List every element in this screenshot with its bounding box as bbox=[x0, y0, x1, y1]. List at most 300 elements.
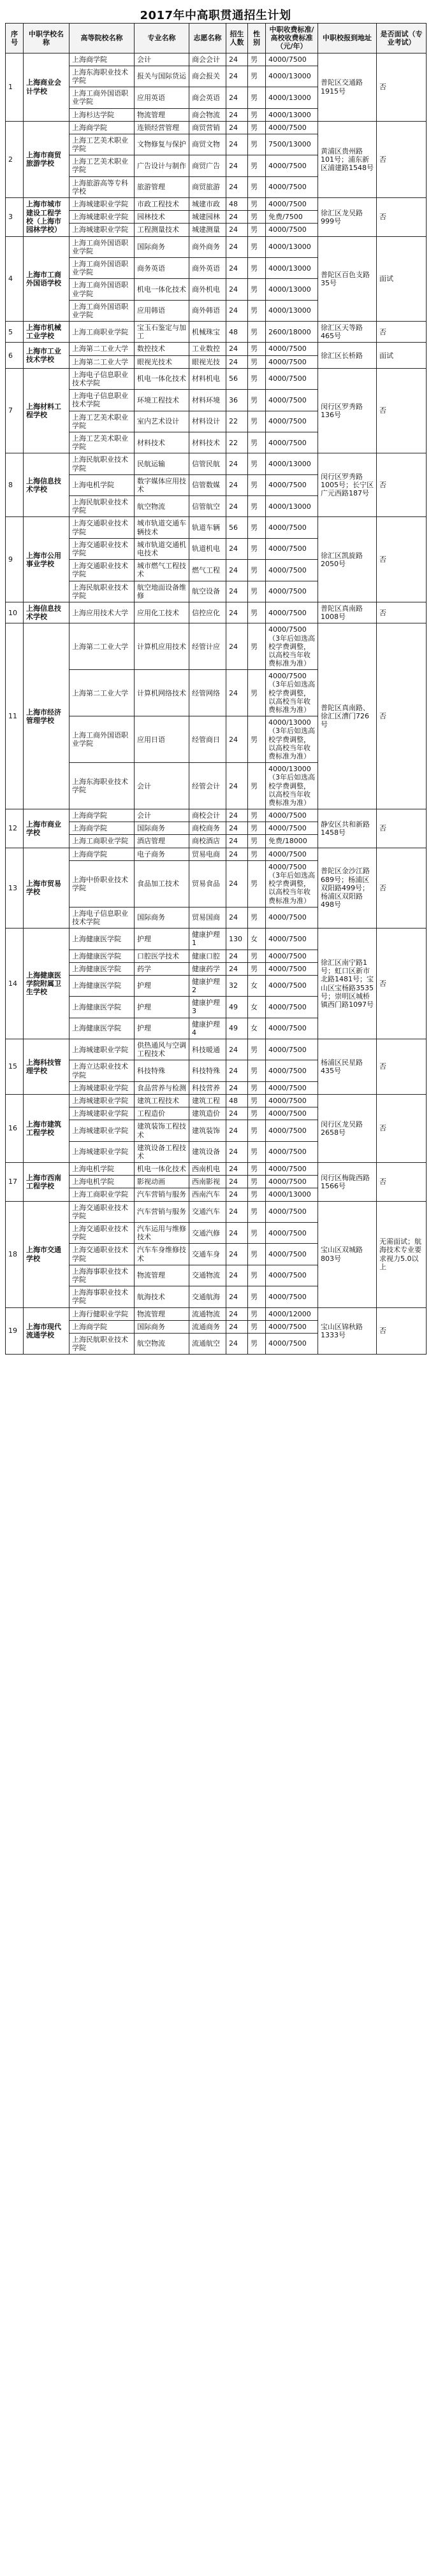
count-cell: 24 bbox=[226, 1333, 248, 1354]
fee-cell: 4000/7500 bbox=[266, 997, 318, 1018]
count-cell: 24 bbox=[226, 950, 248, 962]
count-cell: 24 bbox=[226, 822, 248, 835]
college-cell: 上海电机学院 bbox=[69, 1163, 135, 1176]
fee-cell: 4000/7500 bbox=[266, 1333, 318, 1354]
count-cell: 24 bbox=[226, 496, 248, 517]
volunteer-cell: 燃气工程 bbox=[189, 560, 226, 581]
college-cell: 上海城建职业学院 bbox=[69, 1120, 135, 1141]
college-cell: 上海电机学院 bbox=[69, 1176, 135, 1188]
gender-cell: 男 bbox=[248, 1201, 266, 1222]
fee-cell: 免费/7500 bbox=[266, 211, 318, 224]
interview-cell: 无需面试；航海技术专业要求视力5.0以上 bbox=[377, 1201, 427, 1307]
major-cell: 报关与国际货运 bbox=[135, 66, 189, 87]
row-number-cell: 13 bbox=[6, 848, 24, 929]
row-number-cell: 18 bbox=[6, 1201, 24, 1307]
interview-cell: 否 bbox=[377, 53, 427, 121]
major-cell: 汽车营销与服务 bbox=[135, 1188, 189, 1201]
gender-cell: 男 bbox=[248, 1265, 266, 1286]
college-cell: 上海工商职业学院 bbox=[69, 835, 135, 848]
count-cell: 24 bbox=[226, 1265, 248, 1286]
major-cell: 酒店管理 bbox=[135, 835, 189, 848]
college-cell: 上海第二工业大学 bbox=[69, 623, 135, 670]
fee-cell: 2600/18000 bbox=[266, 322, 318, 343]
count-cell: 48 bbox=[226, 198, 248, 211]
college-cell: 上海商学院 bbox=[69, 809, 135, 822]
major-cell: 汽车运用与维修技术 bbox=[135, 1223, 189, 1244]
fee-cell: 4000/13000（3年后如选高校学费调整，以高校当年收费标准为准） bbox=[266, 763, 318, 809]
college-cell: 上海杉达学院 bbox=[69, 108, 135, 121]
gender-cell: 男 bbox=[248, 257, 266, 278]
volunteer-cell: 交通汽车 bbox=[189, 1201, 226, 1222]
gender-cell: 男 bbox=[248, 198, 266, 211]
college-cell: 上海民航职业技术学院 bbox=[69, 581, 135, 602]
table-row bbox=[6, 198, 427, 211]
address-cell: 徐汇区南宁路1号；虹口区新市北路1481号；宝山区宝杨路3535号；崇明区城桥镇西门路1097号 bbox=[318, 929, 377, 1039]
major-cell: 航空物流 bbox=[135, 496, 189, 517]
college-cell: 上海城建职业学院 bbox=[69, 1141, 135, 1162]
fee-cell: 4000/7500（3年后如选高校学费调整，以高校当年收费标准为准） bbox=[266, 860, 318, 907]
table-row bbox=[6, 1094, 427, 1107]
college-cell: 上海应用技术大学 bbox=[69, 602, 135, 623]
college-cell: 上海健康医学院 bbox=[69, 997, 135, 1018]
fee-cell: 4000/13000 bbox=[266, 66, 318, 87]
college-cell: 上海工商外国语职业学院 bbox=[69, 279, 135, 300]
fee-cell: 4000/13000 bbox=[266, 279, 318, 300]
fee-cell: 4000/13000 bbox=[266, 300, 318, 321]
gender-cell: 男 bbox=[248, 1223, 266, 1244]
volunteer-cell: 健康药学 bbox=[189, 962, 226, 975]
count-cell: 24 bbox=[226, 1163, 248, 1176]
count-cell: 24 bbox=[226, 670, 248, 716]
major-cell: 应用英语 bbox=[135, 87, 189, 108]
gender-cell: 男 bbox=[248, 602, 266, 623]
interview-cell: 面试 bbox=[377, 343, 427, 368]
gender-cell: 男 bbox=[248, 355, 266, 368]
major-cell: 护理 bbox=[135, 975, 189, 996]
count-cell: 24 bbox=[226, 176, 248, 197]
count-cell: 24 bbox=[226, 1223, 248, 1244]
count-cell: 24 bbox=[226, 602, 248, 623]
header-interview: 是否面试（专业考试） bbox=[377, 24, 427, 53]
major-cell: 应用化工技术 bbox=[135, 602, 189, 623]
gender-cell: 男 bbox=[248, 1039, 266, 1060]
fee-cell: 4000/7500 bbox=[266, 1141, 318, 1162]
gender-cell: 男 bbox=[248, 66, 266, 87]
count-cell: 24 bbox=[226, 962, 248, 975]
interview-cell: 否 bbox=[377, 929, 427, 1039]
gender-cell: 男 bbox=[248, 87, 266, 108]
major-cell: 宝玉石鉴定与加工 bbox=[135, 322, 189, 343]
fee-cell: 4000/13000 bbox=[266, 108, 318, 121]
row-number-cell: 4 bbox=[6, 236, 24, 322]
gender-cell: 男 bbox=[248, 1188, 266, 1201]
gender-cell: 男 bbox=[248, 716, 266, 763]
college-cell: 上海民航职业技术学院 bbox=[69, 453, 135, 474]
major-cell: 建筑设备工程技术 bbox=[135, 1141, 189, 1162]
volunteer-cell: 材料技术 bbox=[189, 432, 226, 453]
fee-cell: 4000/7500 bbox=[266, 1039, 318, 1060]
gender-cell: 男 bbox=[248, 53, 266, 66]
fee-cell: 4000/7500 bbox=[266, 121, 318, 134]
volunteer-cell: 材料机电 bbox=[189, 368, 226, 389]
major-cell: 旅游管理 bbox=[135, 176, 189, 197]
gender-cell: 男 bbox=[248, 121, 266, 134]
table-row bbox=[6, 453, 427, 474]
count-cell: 24 bbox=[226, 53, 248, 66]
school-name-cell: 上海市商业学校 bbox=[24, 809, 69, 848]
volunteer-cell: 西南机电 bbox=[189, 1163, 226, 1176]
major-cell: 工程测量技术 bbox=[135, 224, 189, 236]
volunteer-cell: 眼视光技 bbox=[189, 355, 226, 368]
college-cell: 上海健康医学院 bbox=[69, 962, 135, 975]
interview-cell: 否 bbox=[377, 623, 427, 809]
gender-cell: 男 bbox=[248, 809, 266, 822]
fee-cell: 4000/7500 bbox=[266, 1060, 318, 1081]
fee-cell: 4000/7500 bbox=[266, 1244, 318, 1265]
volunteer-cell: 商外商务 bbox=[189, 236, 226, 257]
fee-cell: 4000/7500 bbox=[266, 1120, 318, 1141]
college-cell: 上海旅游高等专科学校 bbox=[69, 176, 135, 197]
table-row bbox=[6, 809, 427, 822]
volunteer-cell: 轨道机电 bbox=[189, 538, 226, 559]
school-name-cell: 上海市现代流通学校 bbox=[24, 1307, 69, 1355]
college-cell: 上海交通职业技术学院 bbox=[69, 560, 135, 581]
major-cell: 城市轨道交通车辆技术 bbox=[135, 517, 189, 538]
count-cell: 24 bbox=[226, 355, 248, 368]
address-cell: 徐汇区凯旋路2050号 bbox=[318, 517, 377, 602]
college-cell: 上海第二工业大学 bbox=[69, 355, 135, 368]
gender-cell: 男 bbox=[248, 390, 266, 411]
fee-cell: 4000/7500 bbox=[266, 343, 318, 355]
major-cell: 国际商务 bbox=[135, 1320, 189, 1333]
college-cell: 上海健康医学院 bbox=[69, 1018, 135, 1039]
fee-cell: 4000/7500 bbox=[266, 517, 318, 538]
gender-cell: 男 bbox=[248, 368, 266, 389]
fee-cell: 4000/7500 bbox=[266, 1081, 318, 1094]
row-number-cell: 3 bbox=[6, 198, 24, 237]
college-cell: 上海交通职业技术学院 bbox=[69, 1201, 135, 1222]
college-cell: 上海电子信息职业技术学院 bbox=[69, 368, 135, 389]
major-cell: 护理 bbox=[135, 997, 189, 1018]
fee-cell: 7500/13000 bbox=[266, 134, 318, 155]
college-cell: 上海电子信息职业技术学院 bbox=[69, 907, 135, 928]
fee-cell: 4000/13000（3年后如选高校学费调整，以高校当年收费标准为准） bbox=[266, 716, 318, 763]
fee-cell: 4000/13000 bbox=[266, 496, 318, 517]
volunteer-cell: 商贸广告 bbox=[189, 155, 226, 176]
college-cell: 上海工艺美术职业学院 bbox=[69, 432, 135, 453]
count-cell: 24 bbox=[226, 907, 248, 928]
major-cell: 供热通风与空调工程技术 bbox=[135, 1039, 189, 1060]
school-name-cell: 上海市交通学校 bbox=[24, 1201, 69, 1307]
volunteer-cell: 城建测量 bbox=[189, 224, 226, 236]
volunteer-cell: 交通汽修 bbox=[189, 1223, 226, 1244]
fee-cell: 4000/13000 bbox=[266, 1188, 318, 1201]
fee-cell: 4000/13000 bbox=[266, 257, 318, 278]
fee-cell: 4000/12000 bbox=[266, 1307, 318, 1320]
fee-cell: 4000/7500 bbox=[266, 1163, 318, 1176]
count-cell: 24 bbox=[226, 108, 248, 121]
volunteer-cell: 商校会计 bbox=[189, 809, 226, 822]
gender-cell: 男 bbox=[248, 822, 266, 835]
count-cell: 24 bbox=[226, 155, 248, 176]
volunteer-cell: 流通航空 bbox=[189, 1333, 226, 1354]
major-cell: 物流管理 bbox=[135, 1307, 189, 1320]
gender-cell: 男 bbox=[248, 962, 266, 975]
volunteer-cell: 贸易电商 bbox=[189, 848, 226, 860]
major-cell: 建筑工程技术 bbox=[135, 1094, 189, 1107]
gender-cell: 男 bbox=[248, 560, 266, 581]
gender-cell: 男 bbox=[248, 155, 266, 176]
college-cell: 上海东海职业技术学院 bbox=[69, 66, 135, 87]
fee-cell: 4000/7500 bbox=[266, 176, 318, 197]
count-cell: 24 bbox=[226, 1307, 248, 1320]
volunteer-cell: 商外韩语 bbox=[189, 300, 226, 321]
college-cell: 上海行健职业学院 bbox=[69, 1307, 135, 1320]
table-row bbox=[6, 322, 427, 343]
major-cell: 航海技术 bbox=[135, 1286, 189, 1307]
address-cell: 闵行区龙吴路2658号 bbox=[318, 1094, 377, 1162]
count-cell: 24 bbox=[226, 279, 248, 300]
fee-cell: 4000/7500 bbox=[266, 1265, 318, 1286]
college-cell: 上海民航职业技术学院 bbox=[69, 496, 135, 517]
major-cell: 应用日语 bbox=[135, 716, 189, 763]
count-cell: 24 bbox=[226, 1120, 248, 1141]
volunteer-cell: 健康护理4 bbox=[189, 1018, 226, 1039]
gender-cell: 男 bbox=[248, 623, 266, 670]
count-cell: 24 bbox=[226, 224, 248, 236]
row-number-cell: 5 bbox=[6, 322, 24, 343]
table-row bbox=[6, 1307, 427, 1320]
address-cell: 宝山区双城路803号 bbox=[318, 1201, 377, 1307]
college-cell: 上海城建职业学院 bbox=[69, 1107, 135, 1120]
volunteer-cell: 健康护理1 bbox=[189, 929, 226, 950]
table-row bbox=[6, 236, 427, 257]
college-cell: 上海城建职业学院 bbox=[69, 211, 135, 224]
enrollment-plan-table bbox=[5, 23, 427, 1355]
major-cell: 护理 bbox=[135, 1018, 189, 1039]
gender-cell: 男 bbox=[248, 1320, 266, 1333]
count-cell: 24 bbox=[226, 453, 248, 474]
major-cell: 汽车车身维修技术 bbox=[135, 1244, 189, 1265]
count-cell: 24 bbox=[226, 66, 248, 87]
school-name-cell: 上海市城市建设工程学校（上海市园林学校） bbox=[24, 198, 69, 237]
page-title: 2017年中高职贯通招生计划 bbox=[140, 9, 291, 22]
gender-cell: 男 bbox=[248, 411, 266, 432]
volunteer-cell: 商贸文物 bbox=[189, 134, 226, 155]
count-cell: 24 bbox=[226, 809, 248, 822]
fee-cell: 4000/7500 bbox=[266, 224, 318, 236]
fee-cell: 4000/7500 bbox=[266, 53, 318, 66]
major-cell: 电子商务 bbox=[135, 848, 189, 860]
gender-cell: 男 bbox=[248, 1107, 266, 1120]
interview-cell: 否 bbox=[377, 198, 427, 237]
gender-cell: 男 bbox=[248, 1244, 266, 1265]
school-name-cell: 上海健康医学院附属卫生学校 bbox=[24, 929, 69, 1039]
fee-cell: 4000/7500 bbox=[266, 822, 318, 835]
major-cell: 会计 bbox=[135, 53, 189, 66]
count-cell: 24 bbox=[226, 835, 248, 848]
volunteer-cell: 商贸营销 bbox=[189, 121, 226, 134]
fee-cell: 4000/7500（3年后如选高校学费调整，以高校当年收费标准为准） bbox=[266, 623, 318, 670]
table-row bbox=[6, 517, 427, 538]
major-cell: 数字媒体应用技术 bbox=[135, 474, 189, 495]
college-cell: 上海工商外国语职业学院 bbox=[69, 257, 135, 278]
major-cell: 物流管理 bbox=[135, 108, 189, 121]
volunteer-cell: 交通车身 bbox=[189, 1244, 226, 1265]
volunteer-cell: 经管网络 bbox=[189, 670, 226, 716]
gender-cell: 男 bbox=[248, 835, 266, 848]
fee-cell: 4000/7500 bbox=[266, 355, 318, 368]
major-cell: 材料技术 bbox=[135, 432, 189, 453]
volunteer-cell: 材料设计 bbox=[189, 411, 226, 432]
gender-cell: 男 bbox=[248, 474, 266, 495]
volunteer-cell: 商校酒店 bbox=[189, 835, 226, 848]
college-cell: 上海城建职业学院 bbox=[69, 198, 135, 211]
count-cell: 24 bbox=[226, 211, 248, 224]
address-cell: 普陀区真南路、徐汇区漕门726号 bbox=[318, 623, 377, 809]
volunteer-cell: 交通物流 bbox=[189, 1265, 226, 1286]
address-cell: 徐汇区天等路465号 bbox=[318, 322, 377, 343]
address-cell: 闵行区罗秀路1005号；长宁区广元西路187号 bbox=[318, 453, 377, 517]
major-cell: 计算机网络技术 bbox=[135, 670, 189, 716]
volunteer-cell: 信管民航 bbox=[189, 453, 226, 474]
count-cell: 24 bbox=[226, 716, 248, 763]
volunteer-cell: 流通商务 bbox=[189, 1320, 226, 1333]
major-cell: 航空物流 bbox=[135, 1333, 189, 1354]
interview-cell: 否 bbox=[377, 322, 427, 343]
college-cell: 上海商学院 bbox=[69, 1320, 135, 1333]
school-name-cell: 上海市商贸旅游学校 bbox=[24, 121, 69, 197]
school-name-cell: 上海材料工程学校 bbox=[24, 368, 69, 453]
fee-cell: 4000/7500 bbox=[266, 848, 318, 860]
volunteer-cell: 建筑设备 bbox=[189, 1141, 226, 1162]
college-cell: 上海电子信息职业技术学院 bbox=[69, 390, 135, 411]
count-cell: 24 bbox=[226, 236, 248, 257]
major-cell: 物流管理 bbox=[135, 1265, 189, 1286]
volunteer-cell: 轨道车辆 bbox=[189, 517, 226, 538]
fee-cell: 4000/7500 bbox=[266, 198, 318, 211]
count-cell: 56 bbox=[226, 517, 248, 538]
major-cell: 会计 bbox=[135, 763, 189, 809]
count-cell: 24 bbox=[226, 474, 248, 495]
volunteer-cell: 科技暖通 bbox=[189, 1039, 226, 1060]
major-cell: 建筑装饰工程技术 bbox=[135, 1120, 189, 1141]
volunteer-cell: 经管会计 bbox=[189, 763, 226, 809]
college-cell: 上海交通职业技术学院 bbox=[69, 1244, 135, 1265]
count-cell: 48 bbox=[226, 1094, 248, 1107]
address-cell: 普陀区金沙江路689号；杨浦区双阳路499号；杨浦区双阳路498号 bbox=[318, 848, 377, 929]
gender-cell: 男 bbox=[248, 1094, 266, 1107]
gender-cell: 男 bbox=[248, 670, 266, 716]
address-cell: 杨浦区民星路435号 bbox=[318, 1039, 377, 1095]
college-cell: 上海工商外国语职业学院 bbox=[69, 716, 135, 763]
major-cell: 国际商务 bbox=[135, 236, 189, 257]
row-number-cell: 6 bbox=[6, 343, 24, 368]
address-cell: 黄浦区贵州路101号；浦东新区浦建路1548号 bbox=[318, 121, 377, 197]
fee-cell: 4000/7500 bbox=[266, 1320, 318, 1333]
gender-cell: 男 bbox=[248, 517, 266, 538]
major-cell: 广告设计与制作 bbox=[135, 155, 189, 176]
gender-cell: 男 bbox=[248, 1060, 266, 1081]
major-cell: 环境工程技术 bbox=[135, 390, 189, 411]
major-cell: 国际商务 bbox=[135, 907, 189, 928]
volunteer-cell: 航空设备 bbox=[189, 581, 226, 602]
gender-cell: 男 bbox=[248, 211, 266, 224]
row-number-cell: 14 bbox=[6, 929, 24, 1039]
count-cell: 24 bbox=[226, 1060, 248, 1081]
major-cell: 城市燃气工程技术 bbox=[135, 560, 189, 581]
address-cell: 普陀区真南路1008号 bbox=[318, 602, 377, 623]
fee-cell: 4000/7500 bbox=[266, 809, 318, 822]
college-cell: 上海海事职业技术学院 bbox=[69, 1265, 135, 1286]
major-cell: 机电一体化技术 bbox=[135, 1163, 189, 1176]
address-cell: 静安区共和新路1458号 bbox=[318, 809, 377, 848]
gender-cell: 男 bbox=[248, 236, 266, 257]
count-cell: 24 bbox=[226, 343, 248, 355]
fee-cell: 4000/13000 bbox=[266, 453, 318, 474]
major-cell: 计算机应用技术 bbox=[135, 623, 189, 670]
school-name-cell: 上海信息技术学校 bbox=[24, 602, 69, 623]
volunteer-cell: 科技营养 bbox=[189, 1081, 226, 1094]
major-cell: 城市轨道交通机电技术 bbox=[135, 538, 189, 559]
interview-cell: 面试 bbox=[377, 236, 427, 322]
table-row bbox=[6, 929, 427, 950]
address-cell: 普陀区百色支路35号 bbox=[318, 236, 377, 322]
interview-cell: 否 bbox=[377, 368, 427, 453]
major-cell: 连锁经营管理 bbox=[135, 121, 189, 134]
gender-cell: 男 bbox=[248, 1081, 266, 1094]
major-cell: 汽车营销与服务 bbox=[135, 1201, 189, 1222]
college-cell: 上海工艺美术职业学院 bbox=[69, 411, 135, 432]
interview-cell: 否 bbox=[377, 809, 427, 848]
fee-cell: 4000/7500 bbox=[266, 929, 318, 950]
count-cell: 22 bbox=[226, 411, 248, 432]
gender-cell: 男 bbox=[248, 1286, 266, 1307]
college-cell: 上海工商职业学院 bbox=[69, 1188, 135, 1201]
count-cell: 24 bbox=[226, 1176, 248, 1188]
college-cell: 上海健康医学院 bbox=[69, 929, 135, 950]
header-no: 序号 bbox=[6, 24, 24, 53]
gender-cell: 男 bbox=[248, 860, 266, 907]
volunteer-cell: 信控应化 bbox=[189, 602, 226, 623]
college-cell: 上海交通职业技术学院 bbox=[69, 538, 135, 559]
count-cell: 130 bbox=[226, 929, 248, 950]
major-cell: 影视动画 bbox=[135, 1176, 189, 1188]
volunteer-cell: 健康口腔 bbox=[189, 950, 226, 962]
count-cell: 36 bbox=[226, 390, 248, 411]
volunteer-cell: 健康护理3 bbox=[189, 997, 226, 1018]
fee-cell: 4000/7500 bbox=[266, 1107, 318, 1120]
row-number-cell: 8 bbox=[6, 453, 24, 517]
major-cell: 应用韩语 bbox=[135, 300, 189, 321]
gender-cell: 男 bbox=[248, 1307, 266, 1320]
header-address: 中职校报到地址 bbox=[318, 24, 377, 53]
count-cell: 24 bbox=[226, 257, 248, 278]
count-cell: 48 bbox=[226, 322, 248, 343]
interview-cell: 否 bbox=[377, 121, 427, 197]
interview-cell: 否 bbox=[377, 517, 427, 602]
college-cell: 上海电机学院 bbox=[69, 474, 135, 495]
count-cell: 24 bbox=[226, 560, 248, 581]
row-number-cell: 7 bbox=[6, 368, 24, 453]
college-cell: 上海工商外国语职业学院 bbox=[69, 300, 135, 321]
gender-cell: 女 bbox=[248, 975, 266, 996]
gender-cell: 男 bbox=[248, 453, 266, 474]
college-cell: 上海海事职业技术学院 bbox=[69, 1286, 135, 1307]
volunteer-cell: 商会英语 bbox=[189, 87, 226, 108]
volunteer-cell: 经管计应 bbox=[189, 623, 226, 670]
school-name-cell: 上海商业会计学校 bbox=[24, 53, 69, 121]
